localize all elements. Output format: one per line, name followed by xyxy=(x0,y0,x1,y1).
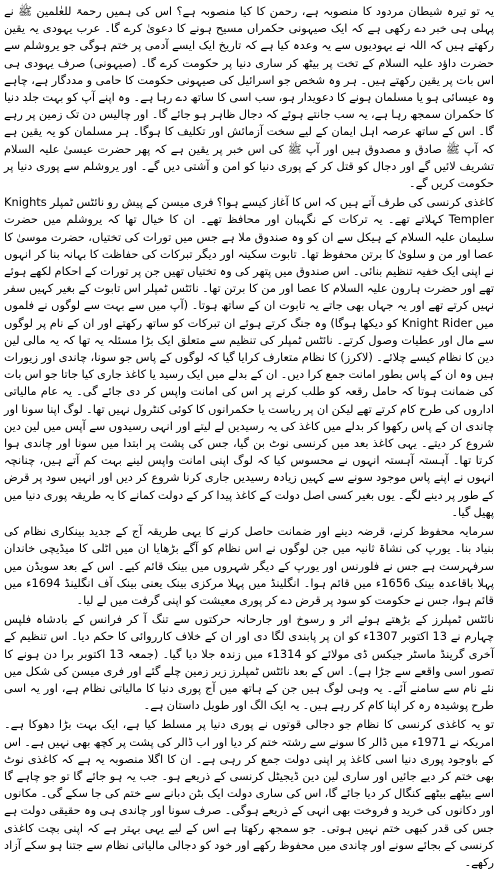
article-paragraph-5: تو یہ کاغذی کرنسی کا نظام جو دجالی قوتوں نے پوری دنیا پر مسلط کیا ہے، ایک بہت بڑا دھوکا ہے۔ امریکہ نے 1971ء میں ڈالر کا سونے سے رشتہ ختم کر دیا اور اب ڈالر کی پشت پر کچھ بھی نہیں ہے۔ اس کے باوجود پوری دنیا اسی کاغذ پر اپنی دولت جمع کر رہی ہے۔ ان کا اگلا منصوبہ یہ ہے کہ کاغذی نوٹ بھی ختم کر دیے جائیں اور ساری لین دین ڈیجیٹل کرنسی کے ذریعے ہو۔ جب یہ ہو جائے گا تو جو چاہے گا اسے بیٹھے بیٹھے کنگال کر دیا جائے گا، اس کی ساری دولت ایک بٹن دبانے سے ختم کی جا سکے گی۔ مکانوں اور دکانوں کی خرید و فروخت بھی انہی کے ذریعے ہوگی۔ صرف سونا اور چاندی ہی وہ حقیقی دولت ہے جس کی قدر کبھی ختم نہیں ہوتی۔ جو سمجھ رکھتا ہے اس کے لیے یہی بہتر ہے کہ اپنی بچت کاغذی کرنسی کے بجائے سونے اور چاندی میں محفوظ رکھے اور خود کو دجالی مالیاتی نظام سے جتنا ہو سکے آزاد رکھے۔ xyxy=(4,717,494,869)
article-paragraph-2: کاغذی کرنسی کی طرف آتے ہیں کہ اس کا آغاز کیسے ہوا؟ فری میسن کے پیش رو نائٹس ٹمپلر Knights Templer کہلاتے تھے۔ یہ ترکات کے نگہبان اور محافظ تھے۔ ان کا خیال تھا کہ یروشلم میں حضرت سلیمان علیہ السلام کے ہیکل سے ان کو وہ صندوق ملا ہے جس میں تورات کی تختیاں، حضرت موسیٰ کا عصا اور من و سلویٰ کا برتن محفوظ تھا۔ تابوت سکینہ اور دیگر تبرکات کی حفاظت کا بہانہ بنا کر انہوں نے اپنی ایک خفیہ تنظیم بنائی۔ اس صندوق میں پتھر کی وہ تختیاں تھیں جن پر تورات کے احکام لکھے ہوئے تھے اور حضرت ہارون علیہ السلام کا عصا اور من کا برتن تھا۔ نائٹس ٹمپلر اس تابوت کے بغیر کہیں سفر نہیں کرتے تھے اور یہ جہاں بھی جاتے یہ تابوت ان کے ساتھ ہوتا۔ (آپ میں سے بہت سے لوگوں نے فلموں میں Knight Rider کو دیکھا ہوگا) وہ جنگ کرتے ہوئے ان تبرکات کو ساتھ رکھتے اور ان کے نام پر لوگوں سے مال اور عطیات وصول کرتے۔ نائٹس ٹمپلر کی تنظیم سے متعلق ایک بڑا مسئلہ یہ تھا کہ یہ مالی لین دین کا نظام کیسے چلائے۔ (لاکرز) کا نظام متعارف کرایا گیا کہ لوگوں کے پاس جو سونا، چاندی اور زیورات ہیں وہ ان کے پاس بطور امانت جمع کرا دیں۔ ان کے بدلے میں ایک رسید یا کاغذ جاری کیا جاتا جو اس بات کی ضمانت ہوتا کہ حامل رقعہ کو طلب کرنے پر اس کی امانت واپس کر دی جائے گی۔ یہ عام مالیاتی اداروں کی طرح کام کرتے تھے لیکن ان پر ریاست یا حکمرانوں کا کوئی کنٹرول نہیں تھا۔ لوگ اپنا سونا اور چاندی ان کے پاس رکھوا کر بدلے میں کاغذ کی یہ رسیدیں لے لیتے اور انہی رسیدوں سے آپس میں لین دین شروع کر دیتے۔ یہی کاغذ بعد میں کرنسی نوٹ بن گیا، جس کی پشت پر ابتدا میں سونا اور چاندی ہوا کرتا تھا۔ آہستہ آہستہ انہوں نے محسوس کیا کہ لوگ اپنی امانت واپس لینے بہت کم آتے ہیں، چنانچہ انہوں نے اپنے پاس موجود سونے سے کہیں زیادہ رسیدیں جاری کرنا شروع کر دیں اور انہیں سود پر قرض کے طور پر دینے لگے۔ یوں بغیر کسی اصل دولت کے کاغذ پیدا کر کے دولت کمانے کا یہ طریقہ پوری دنیا میں پھیل گیا۔ xyxy=(4,195,495,519)
article-paragraph-1: یہ تو تیرہ شیطان مردود کا منصوبہ ہے، رحمن کا کیا منصوبہ ہے؟ اس کی ہمیں رحمۃ للعٰلمین ﷺ نے پہلی ہی خبر دے رکھی ہے کہ ایک صیہونی حکمراں مسیح ہونے کا دعویٰ کرے گا۔ عرب یہودی یہ یقین رکھتے ہیں کہ اللہ نے یہودیوں سے یہ وعدہ کیا ہے کہ تاریخ ایک ایسے آدمی پر ختم ہوگی جو یروشلم سے حضرت داؤد علیہ السلام کے تخت پر بیٹھ کر ساری دنیا پر حکومت کرے گا۔ (صیہونی) صرف یہودی ہی اس بات پر یقین رکھتے ہیں۔ ہر وہ شخص جو اسرائیل کی صیہونی حکومت کا حامی و مددگار ہے، چاہے وہ عیسائی ہو یا مسلمان ہونے کا دعویدار ہو، سب اسی کا ساتھ دے رہا ہے۔ وہ اپنے آپ کو بہت جلد دنیا کا حکمران سمجھ رہا ہے، یہ سب جانتے ہوئے کہ دجال ظاہر ہو جائے گا۔ اور چالیس دن تک زمین پر رہے گا۔ اس کے ساتھ عرصہ اہل ایمان کے لیے سخت آزمائش اور تکلیف کا ہوگا۔ ہر مسلمان کو یہ یقین ہے کہ آپ ﷺ صادق و مصدوق ہیں اور آپ ﷺ کی اس خبر پر یقین ہے کہ پھر حضرت عیسیٰ علیہ السلام تشریف لائیں گے اور دجال کو قتل کر کے پوری دنیا کو امن و آشتی دیں گے۔ اور یروشلم سے پوری دنیا پر حکومت کریں گے۔ xyxy=(4,4,494,191)
article-paragraph-3: سرمایہ محفوظ کرنے، قرضہ دینے اور ضمانت حاصل کرنے کا یہی طریقہ آج کے جدید بینکاری نظام کی بنیاد بنا۔ یورپ کی نشاۃ ثانیہ میں جن لوگوں نے اس نظام کو آگے بڑھایا ان میں اٹلی کا میڈیچی خاندان سرفہرست ہے جس نے فلورنس اور یورپ کے دیگر شہروں میں بینک قائم کیے۔ اس کے بعد سویڈن میں پہلا باقاعدہ بینک 1656ء میں قائم ہوا۔ انگلینڈ میں پہلا مرکزی بینک یعنی بینک آف انگلینڈ 1694ء میں قائم ہوا، جس نے حکومت کو سود پر قرض دے کر پوری معیشت کو اپنی گرفت میں لے لیا۔ xyxy=(4,524,495,607)
article-paragraph-4: نائٹس ٹمپلرز کے بڑھتے ہوئے اثر و رسوخ اور جارحانہ حرکتوں سے تنگ آ کر فرانس کے بادشاہ فلپس چہارم نے 13 اکتوبر 1307ء کو ان پر پابندی لگا دی اور ان کے خلاف کارروائی کا حکم دیا۔ اس تنظیم کے آخری گرینڈ ماسٹر جیکس ڈی مولائے کو 1314ء میں زندہ جلا دیا گیا۔ (جمعہ 13 اکتوبر برا دن ہونے کا تصور اسی واقعے سے جڑا ہے)۔ اس کے بعد نائٹس ٹمپلرز زیر زمین چلے گئے اور فری میسن کی شکل میں نئے نام سے سامنے آئے۔ یہ وہی لوگ ہیں جن کے ہاتھ میں آج پوری دنیا کا مالیاتی نظام ہے، اور یہ اسی طرح پوشیدہ رہ کر اپنا کام کر رہے ہیں۔ یہ ایک الگ اور طویل داستان ہے۔ xyxy=(4,612,495,713)
